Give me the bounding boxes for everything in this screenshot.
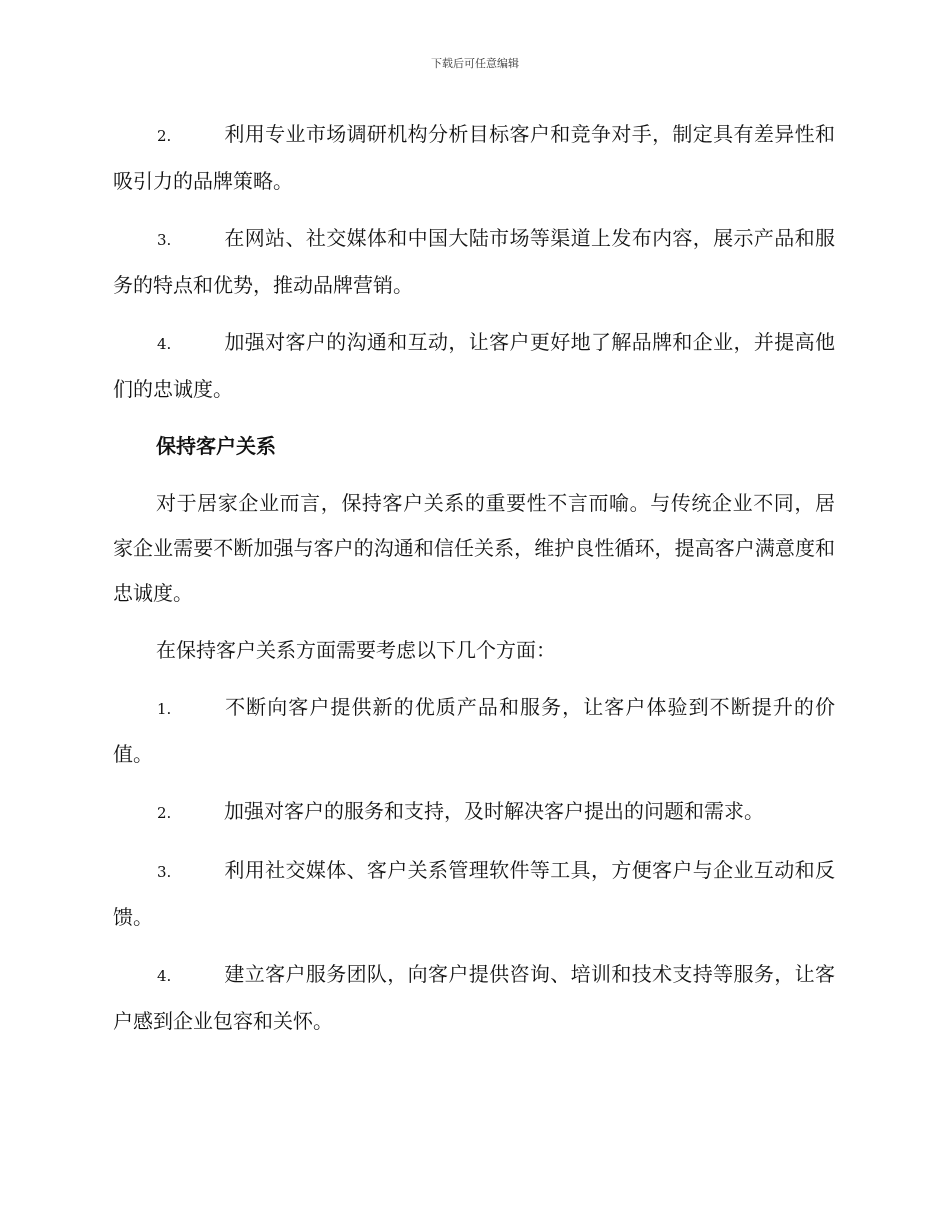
list-number: 2. <box>157 127 172 145</box>
list-item <box>113 320 835 412</box>
list-item-text: 加强对客户的服务和支持，及时解决客户提出的问题和需求。 <box>224 799 764 823</box>
intro-paragraph: 对于居家企业而言，保持客户关系的重要性不言而喻。与传统企业不同，居家企业需要不断加强与客户的沟通和信任关系，维护良性循环，提高客户满意度和忠诚度。 <box>113 491 835 605</box>
list-number: 3. <box>157 863 172 881</box>
section-heading: 保持客户关系 <box>156 434 276 458</box>
list-number: 4. <box>157 335 172 353</box>
list-item-text: 不断向客户提供新的优质产品和服务，让客户体验到不断提升的价值。 <box>113 695 835 766</box>
list-item-text: 利用专业市场调研机构分析目标客户和竞争对手，制定具有差异性和吸引力的品牌策略。 <box>113 122 835 193</box>
list-item-text: 在网站、社交媒体和中国大陆市场等渠道上发布内容，展示产品和服务的特点和优势，推动品牌营销。 <box>113 226 835 297</box>
list-number: 2. <box>157 804 172 822</box>
list-item-text: 利用社交媒体、客户关系管理软件等工具，方便客户与企业互动和反馈。 <box>113 858 835 929</box>
list-item <box>113 112 835 204</box>
list-item <box>113 685 835 777</box>
list-number: 1. <box>157 700 172 718</box>
list-item <box>113 848 835 940</box>
list-item <box>113 216 835 308</box>
list-item <box>113 789 835 836</box>
list-item-text: 建立客户服务团队，向客户提供咨询、培训和技术支持等服务，让客户感到企业包容和关怀。 <box>113 962 835 1033</box>
list-number: 3. <box>157 231 172 249</box>
document-body <box>113 112 835 1056</box>
list-item <box>113 952 835 1044</box>
list-item-text: 加强对客户的沟通和互动，让客户更好地了解品牌和企业，并提高他们的忠诚度。 <box>113 330 835 401</box>
page-header: 下载后可任意编辑 <box>431 57 519 70</box>
list-number: 4. <box>157 967 172 985</box>
lead-paragraph: 在保持客户关系方面需要考虑以下几个方面： <box>156 638 556 662</box>
